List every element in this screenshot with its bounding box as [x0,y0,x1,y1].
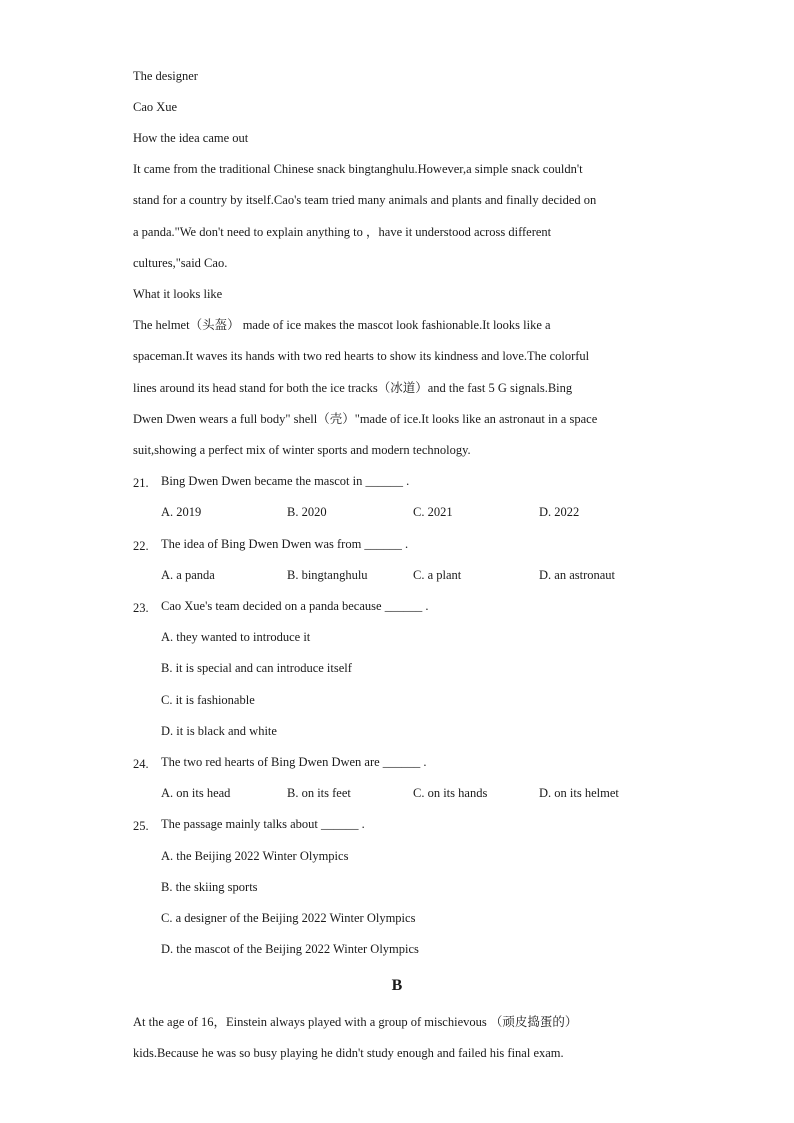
question-number: 23. [133,601,149,615]
option-a[interactable]: A. 2019 [161,505,202,519]
section-b-line: At the age of 16，Einstein always played with a group of mischievous （顽皮捣蛋的） [133,1015,578,1029]
option-a[interactable]: A. a panda [161,568,215,582]
idea-line: It came from the traditional Chinese snack bingtanghulu.However,a simple snack couldn't [133,162,583,176]
question-number: 25. [133,819,149,833]
question-text: The passage mainly talks about ______ . [161,817,365,831]
option-b[interactable]: B. it is special and can introduce itself [161,661,352,675]
question-text: The idea of Bing Dwen Dwen was from ______ . [161,537,409,551]
option-d[interactable]: D. 2022 [539,505,580,519]
option-d[interactable]: D. on its helmet [539,786,619,800]
option-c[interactable]: C. a designer of the Beijing 2022 Winter Olympics [161,911,416,925]
looks-heading: What it looks like [133,287,223,301]
option-b[interactable]: B. on its feet [287,786,351,800]
section-b-line: kids.Because he was so busy playing he didn't study enough and failed his final exam. [133,1046,564,1060]
option-a[interactable]: A. they wanted to introduce it [161,630,311,644]
option-d[interactable]: D. an astronaut [539,568,616,582]
idea-heading: How the idea came out [133,131,249,145]
option-c[interactable]: C. on its hands [413,786,488,800]
option-c[interactable]: C. it is fashionable [161,693,255,707]
option-a[interactable]: A. on its head [161,786,231,800]
question-number: 21. [133,476,149,490]
looks-line: spaceman.It waves its hands with two red hearts to show its kindness and love.The colorful [133,349,590,363]
question-text: Cao Xue's team decided on a panda because ______ . [161,599,429,613]
looks-line: The helmet（头盔） made of ice makes the mascot look fashionable.It looks like a [133,318,551,332]
idea-line: a panda."We don't need to explain anything to ，have it understood across different [133,225,552,239]
question-number: 24. [133,757,149,771]
option-b[interactable]: B. 2020 [287,505,327,519]
question-number: 22. [133,539,149,553]
idea-line: cultures,"said Cao. [133,256,228,270]
question-text: The two red hearts of Bing Dwen Dwen are ______ . [161,755,427,769]
question-text: Bing Dwen Dwen became the mascot in ______ . [161,474,410,488]
looks-line: suit,showing a perfect mix of winter sports and modern technology. [133,443,471,457]
designer-heading: The designer [133,69,198,83]
option-d[interactable]: D. the mascot of the Beijing 2022 Winter Olympics [161,942,419,956]
designer-name: Cao Xue [133,100,178,114]
section-b-heading: B [391,977,403,994]
looks-line: lines around its head stand for both the ice tracks（冰道）and the fast 5 G signals.Bing [133,381,573,395]
option-c[interactable]: C. 2021 [413,505,453,519]
looks-line: Dwen Dwen wears a full body" shell（壳）"made of ice.It looks like an astronaut in a space [133,412,598,426]
option-c[interactable]: C. a plant [413,568,462,582]
option-d[interactable]: D. it is black and white [161,724,277,738]
idea-line: stand for a country by itself.Cao's team tried many animals and plants and finally decided on [133,193,597,207]
option-b[interactable]: B. bingtanghulu [287,568,368,582]
option-b[interactable]: B. the skiing sports [161,880,258,894]
option-a[interactable]: A. the Beijing 2022 Winter Olympics [161,849,349,863]
